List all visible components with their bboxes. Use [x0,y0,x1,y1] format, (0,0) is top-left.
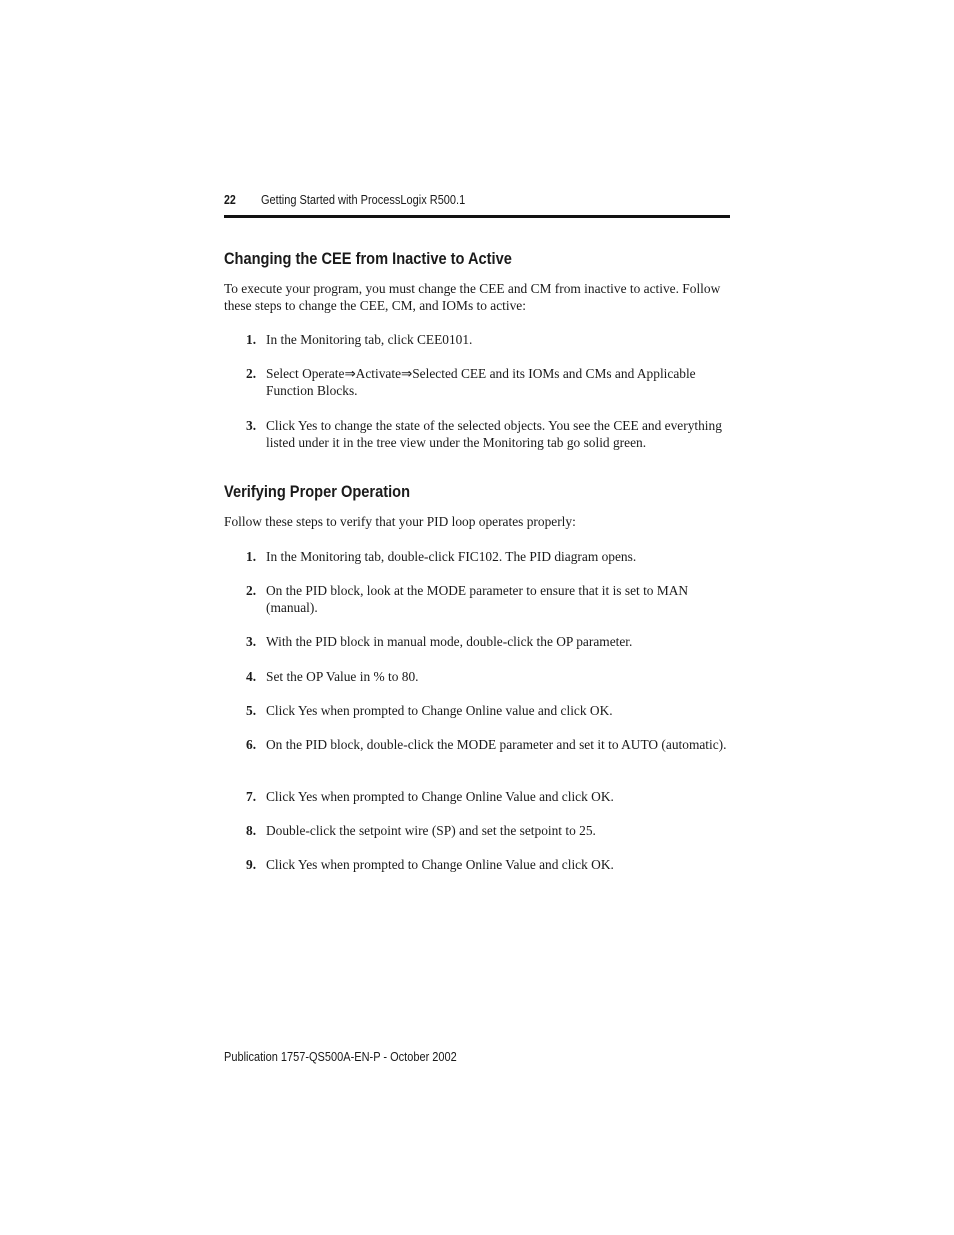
step-text: Set the OP Value in % to 80. [266,669,419,684]
step-number: 5. [246,703,257,718]
step-number: 8. [246,823,257,838]
step-number: 1. [246,332,257,347]
step-text: In the Monitoring tab, double-click FIC102. The PID diagram opens. [266,549,637,564]
step-number: 3. [246,634,257,649]
section-intro-change-cee: To execute your program, you must change the CEE and CM from inactive to active. Follow these steps to change the CEE, CM, and IOMs to active: [224,281,721,313]
step-number: 9. [246,857,257,872]
step-text: Click Yes when prompted to Change Online Value and click OK. [266,789,614,804]
step-number: 4. [246,669,257,684]
step-number: 7. [246,789,257,804]
step-number: 2. [246,366,257,381]
section-heading-verify: Verifying Proper Operation [224,482,411,501]
publication-footer: Publication 1757-QS500A-EN-P - October 2002 [224,1050,457,1064]
step-number: 2. [246,583,257,598]
step-text: Click Yes to change the state of the selected objects. You see the CEE and everything listed under it in the tree view under the Monitoring tab go solid green. [266,418,722,450]
step-text: With the PID block in manual mode, double-click the OP parameter. [266,634,633,649]
page-header [224,192,730,218]
step-text: Click Yes when prompted to Change Online value and click OK. [266,703,613,718]
step-number: 3. [246,418,257,433]
step-text: Double-click the setpoint wire (SP) and set the setpoint to 25. [266,823,596,838]
section-heading-change-cee: Changing the CEE from Inactive to Active [224,249,512,268]
step-text: On the PID block, look at the MODE parameter to ensure that it is set to MAN (manual). [266,583,689,615]
step-text: Click Yes when prompted to Change Online Value and click OK. [266,857,614,872]
step-text: Select Operate⇒Activate⇒Selected CEE and its IOMs and CMs and Applicable Function Blocks. [266,366,696,398]
section-intro-verify: Follow these steps to verify that your PID loop operates properly: [224,514,576,529]
step-text: On the PID block, double-click the MODE parameter and set it to AUTO (automatic). [266,737,727,752]
step-number: 1. [246,549,257,564]
step-number: 6. [246,737,257,752]
page-number: 22 [224,193,236,207]
step-text: In the Monitoring tab, click CEE0101. [266,332,473,347]
running-title: Getting Started with ProcessLogix R500.1 [261,193,466,207]
